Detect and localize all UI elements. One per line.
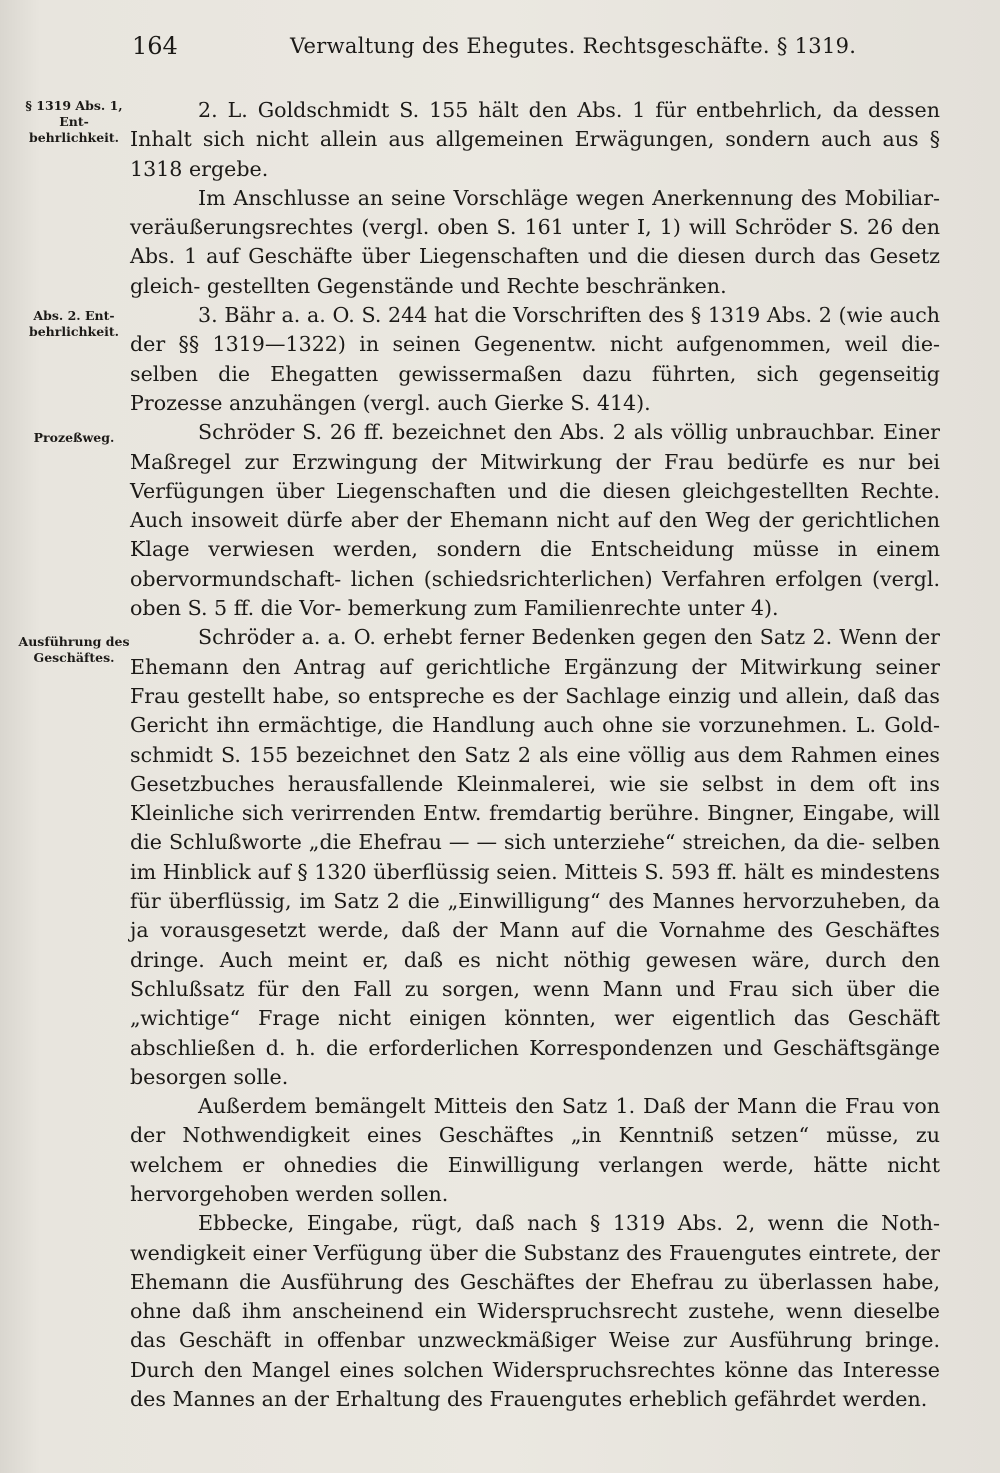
page-header: [0, 32, 1000, 72]
paragraph: Außerdem bemängelt Mitteis den Satz 1. Daß der Mann die Frau von der Nothwendigkeit eines Geschäftes „in Kenntniß setzen“ müsse, zu welchem er ohnedies die Einwilligung verlangen werde, hätte nicht hervorgehoben werden sollen.: [130, 1094, 940, 1206]
paragraph: Ebbecke, Eingabe, rügt, daß nach § 1319 Abs. 2, wenn die Noth- wendigkeit einer Verfügung über die Substanz des Frauengutes eintrete, der Ehemann die Ausführung des Geschäftes der Ehefrau zu überlassen habe, ohne daß ihm anscheinend ein Widerspruchsrecht zustehe, wenn dieselbe das Geschäft in offenbar unzweckmäßiger Weise zur Ausführung bringe. Durch den Mangel eines solchen Widerspruchsrechtes könne das Interesse des Mannes an der Erhaltung des Frauengutes erheblich gefährdet werden.: [130, 1211, 940, 1412]
page-number: 164: [132, 32, 178, 60]
paragraph: Schröder S. 26 ff. bezeichnet den Abs. 2 als völlig unbrauchbar. Einer Maßregel zur Erzwingung der Mitwirkung der Frau bedürfe es nur bei Verfügungen über Liegenschaften und die diesen gleichgestellten Rechte. Auch insoweit dürfe aber der Ehemann nicht auf den Weg der gerichtlichen Klage verwiesen werden, sondern die Entscheidung müsse in einem obervormundschaft- lichen (schiedsrichterlichen) Verfahren erfolgen (vergl. oben S. 5 ff. die Vor- bemerkung zum Familienrechte unter 4).: [130, 420, 940, 621]
margin-note-absatz-1: § 1319 Abs. 1, Ent- behrlichkeit.: [25, 98, 123, 145]
margin-note-prozessweg: Prozeßweg.: [33, 430, 115, 445]
paragraph: 3. Bähr a. a. O. S. 244 hat die Vorschriften des § 1319 Abs. 2 (wie auch der §§ 1319—1322) in seinen Gegenentw. nicht aufgenommen, weil die- selben die Ehegatten gewissermaßen dazu führten, sich gegenseitig Prozesse anzuhängen (vergl. auch Gierke S. 414).: [130, 303, 940, 415]
paragraph: 2. L. Goldschmidt S. 155 hält den Abs. 1 für entbehrlich, da dessen Inhalt sich nicht allein aus allgemeinen Erwägungen, sondern auch aus § 1318 ergebe.: [130, 98, 940, 181]
margin-note-ausfuehrung: Ausführung des Geschäftes.: [18, 634, 130, 665]
body-text: [130, 96, 940, 1414]
paragraph: Schröder a. a. O. erhebt ferner Bedenken gegen den Satz 2. Wenn der Ehemann den Antrag auf gerichtliche Ergänzung der Mitwirkung seiner Frau gestellt habe, so entspreche es der Sachlage einzig und allein, daß das Gericht ihn ermächtige, die Handlung auch ohne sie vorzunehmen. L. Gold- schmidt S. 155 bezeichnet den Satz 2 als eine völlig aus dem Rahmen eines Gesetzbuches herausfallende Kleinmalerei, wie sie selbst in dem oft ins Kleinliche sich verirrenden Entw. fremdartig berühre. Bingner, Eingabe, will die Schlußworte „die Ehefrau — — sich unterziehe“ streichen, da die- selben im Hinblick auf § 1320 überflüssig seien. Mitteis S. 593 ff. hält es mindestens für überflüssig, im Satz 2 die „Einwilligung“ des Mannes hervorzuheben, da ja vorausgesetzt werde, daß der Mann auf die Vornahme des Geschäftes dringe. Auch meint er, daß es nicht nöthig gewesen wäre, durch den Schlußsatz für den Fall zu sorgen, wenn Mann und Frau sich über die „wichtige“ Frage nicht einigen könnten, wer eigentlich das Geschäft abschließen d. h. die erforderlichen Korrespondenzen und Geschäftsgänge besorgen solle.: [130, 625, 940, 1089]
paragraph: Im Anschlusse an seine Vorschläge wegen Anerkennung des Mobiliar- veräußerungsrechtes (vergl. oben S. 161 unter I, 1) will Schröder S. 26 den Abs. 1 auf Geschäfte über Liegenschaften und die diesen durch das Gesetz gleich- gestellten Gegenstände und Rechte beschränken.: [130, 185, 940, 298]
running-title: Verwaltung des Ehegutes. Rechtsgeschäfte. § 1319.: [290, 34, 857, 58]
margin-note-absatz-2: Abs. 2. Ent- behrlichkeit.: [28, 308, 120, 339]
